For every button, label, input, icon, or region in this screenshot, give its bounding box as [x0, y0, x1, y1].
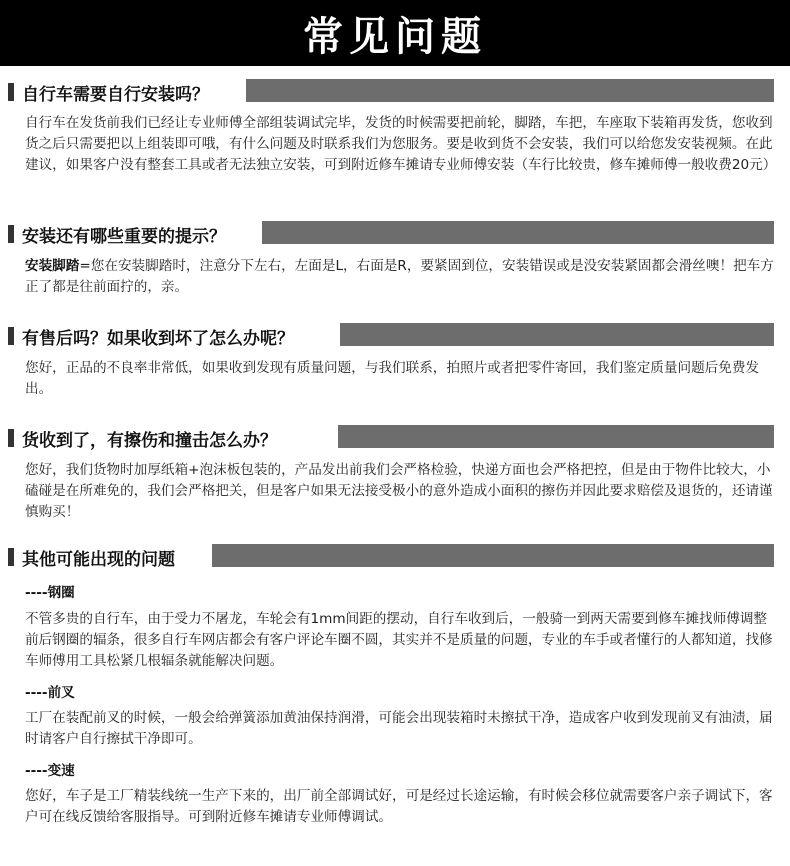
section-body: 您好，我们货物时加厚纸箱+泡沫板包装的，产品发出前我们会严格检验，快递方面也会严格把控，但是由于物件比较大，小磕碰是在所难免的，我们会严格把关，但是客户如果无法接受极小的意外造成小面积的擦伤并因此要求赔偿及退货的，还请谨慎购买！	[25, 462, 773, 520]
section-title: 自行车需要自行安装吗？	[22, 85, 209, 105]
heading-marker	[8, 429, 14, 447]
section-body: 您好，正品的不良率非常低，如果收到发现有质量问题，与我们联系，拍照片或者把零件寄回，我们鉴定质量问题后免费发出。	[25, 360, 760, 397]
subsection-label-gears: ----变速	[25, 763, 75, 779]
section-title: 有售后吗？如果收到坏了怎么办呢？	[22, 329, 294, 349]
body-text: =您在安装脚踏时，注意分下左右，左面是L，右面是R，要紧固到位，安装错误或是没安装紧固都会滑丝噢！把车方正了都是往前面拧的，亲。	[25, 258, 774, 295]
heading-bar	[262, 221, 774, 244]
section-title: 其他可能出现的问题	[22, 550, 175, 570]
page-title: 常见问题	[303, 13, 487, 60]
heading-bar	[212, 544, 774, 567]
section-body	[25, 256, 775, 298]
section-heading-tips	[0, 218, 790, 248]
heading-marker	[8, 327, 14, 345]
heading-marker	[8, 83, 14, 101]
heading-marker	[8, 225, 14, 243]
section-heading-damage	[0, 422, 790, 452]
heading-bar	[340, 323, 774, 346]
section-heading-after-sales	[0, 320, 790, 350]
subsection-body: 工厂在装配前叉的时候，一般会给弹簧添加黄油保持润滑，可能会出现装箱时未擦拭干净，造成客户收到发现前叉有油渍，届时请客户自行擦拭干净即可。	[25, 710, 773, 747]
section-heading-install	[0, 76, 790, 106]
subsection-body: 您好，车子是工厂精装线统一生产下来的，出厂前全部调试好，可是经过长途运输，有时候会移位就需要客户亲子调试下，客户可在线反馈给客服指导。可到附近修车摊请专业师傅调试。	[25, 788, 773, 825]
section-heading-other	[0, 541, 790, 571]
section-title: 安装还有哪些重要的提示？	[22, 227, 226, 247]
body-label: 安装脚踏	[25, 258, 80, 274]
section-title: 货收到了，有擦伤和撞击怎么办？	[22, 431, 277, 451]
heading-bar	[338, 425, 774, 448]
heading-marker	[8, 548, 14, 566]
subsection-label-rim: ----钢圈	[25, 585, 75, 601]
subsection-body: 不管多贵的自行车，由于受力不屠龙，车轮会有1mm间距的摆动，自行车收到后，一般骑一到两天需要到修车摊找师傅调整前后钢圈的辐条，很多自行车网店都会有客户评论车圈不圆，其实并不是质量的问题，专业的车手或者懂行的人都知道，找修车师傅用工具松紧几根辐条就能解决问题。	[25, 611, 773, 669]
page-banner	[0, 0, 790, 66]
subsection-label-fork: ----前叉	[25, 685, 75, 701]
section-body: 自行车在发货前我们已经让专业师傅全部组装调试完毕，发货的时候需要把前轮，脚踏，车把，车座取下装箱再发货，您收到货之后只需要把以上组装即可哦，有什么问题及时联系我们为您服务。要是收到货不会安装，我们可以给您发安装视频。在此建议，如果客户没有整套工具或者无法独立安装，可到附近修车摊请专业师傅安装（车行比较贵，修车摊师傅一般收费20元）	[25, 115, 777, 173]
heading-bar	[246, 79, 774, 102]
